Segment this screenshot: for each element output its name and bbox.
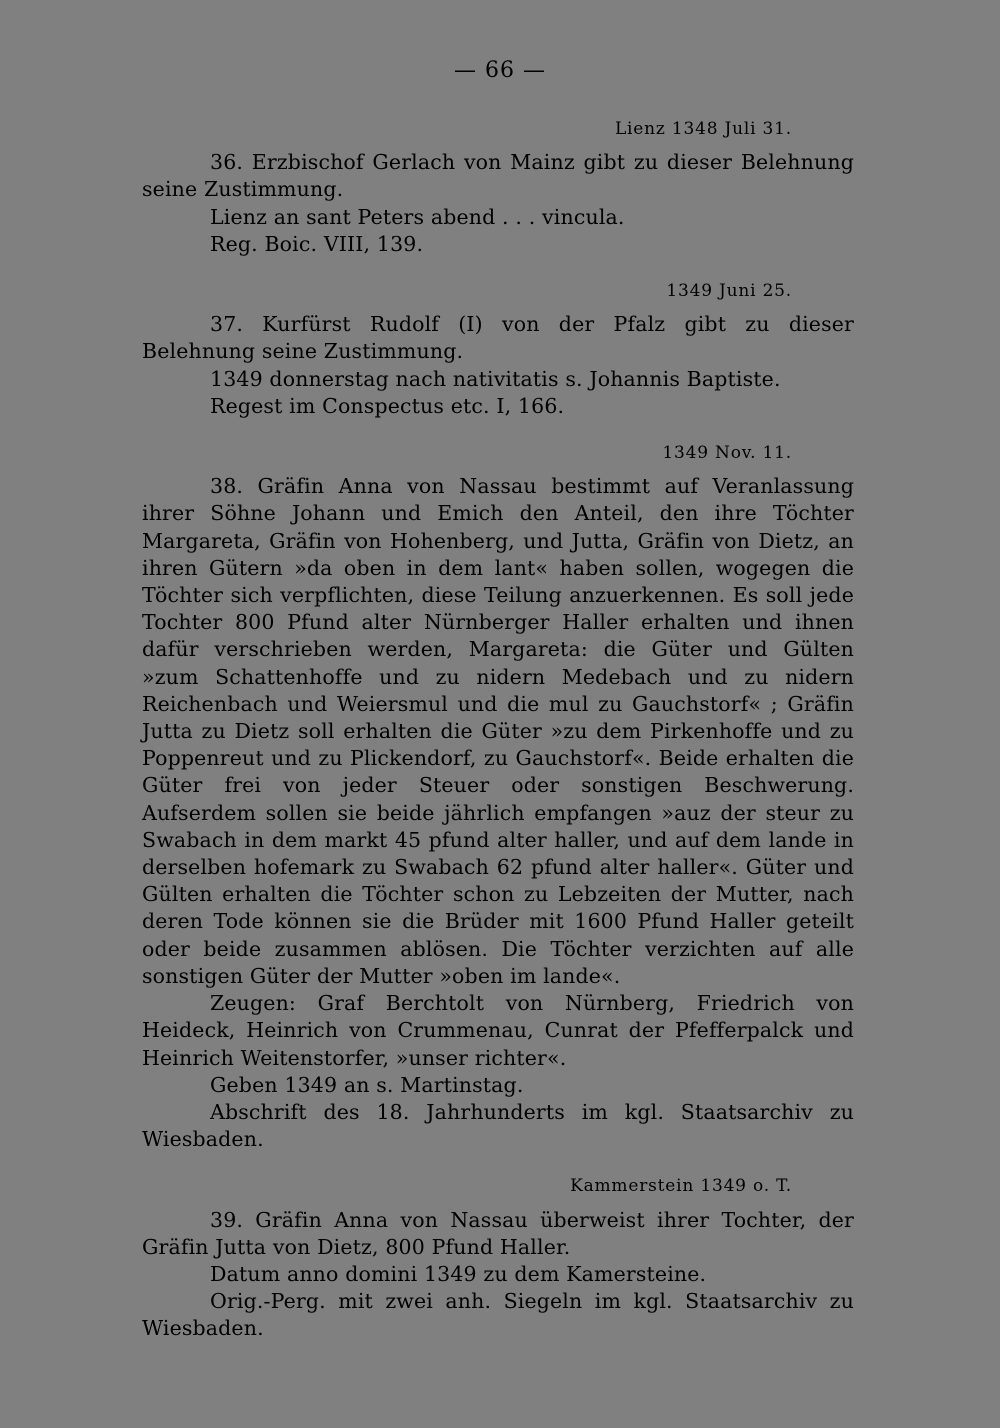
- entry-36-summary: 36. Erzbischof Gerlach von Mainz gibt zu dieser Belehnung seine Zustimmung.: [142, 150, 854, 202]
- page-body: [142, 116, 854, 1343]
- entry-37-source: Regest im Conspectus etc. I, 166.: [210, 393, 565, 418]
- page-number: — 66 —: [454, 58, 546, 83]
- entry-39-summary: 39. Gräfin Anna von Nassau überweist ihrer Tochter, der Gräfin Jutta von Dietz, 800 Pfund Haller.: [142, 1207, 854, 1259]
- dateline-36: Lienz 1348 Juli 31.: [614, 119, 792, 139]
- entry-39-source: Orig.-Perg. mit zwei anh. Siegeln im kgl. Staatsarchiv zu Wiesbaden.: [142, 1289, 854, 1341]
- entry-38-witnesses: Zeugen: Graf Berchtolt von Nürnberg, Friedrich von Heideck, Heinrich von Crummenau, Cunrat der Pfefferpalck und Heinrich Weitenstorfer, »unser richter«.: [142, 991, 854, 1070]
- entry-39-date-phrase: Datum anno domini 1349 zu dem Kamersteine.: [210, 1261, 707, 1286]
- entry-36-date-phrase: Lienz an sant Peters abend . . . vincula.: [210, 204, 625, 229]
- entry-38-summary: 38. Gräfin Anna von Nassau bestimmt auf Veranlassung ihrer Söhne Johann und Emich den Anteil, den ihre Töchter Margareta, Gräfin von Hohenberg, und Jutta, Gräfin von Dietz, an ihren Gütern »da oben in dem lant« haben sollen, wogegen die Töchter sich verpflichten, diese Teilung anzuerkennen. Es soll jede Tochter 800 Pfund alter Nürnberger Haller erhalten und ihnen dafür verschrieben werden, Margareta: die Güter und Gülten »zum Schattenhoffe und zu nidern Medebach und zu nidern Reichenbach und Weiersmul und die mul zu Gauchstorf« ; Gräfin Jutta zu Dietz soll erhalten die Güter »zu dem Pirkenhoffe und zu Poppenreut und zu Plickendorf, zu Gauchstorf«. Beide erhalten die Güter frei von jeder Steuer oder sonstigen Beschwerung. Aufserdem sollen sie beide jährlich empfangen »auz der steur zu Swabach in dem markt 45 pfund alter haller, und auf dem lande in derselben hofemark zu Swabach 62 pfund alter haller«. Güter und Gülten erhalten die Töchter schon zu Lebzeiten der Mutter, nach deren Tode können sie die Brüder mit 1600 Pfund Haller geteilt oder beide zusammen ablösen. Die Töchter verzichten auf alle sonstigen Güter der Mutter »oben im lande«.: [142, 474, 854, 988]
- entry-38-date-phrase: Geben 1349 an s. Martinstag.: [210, 1072, 524, 1097]
- entry-38-source: Abschrift des 18. Jahrhunderts im kgl. Staatsarchiv zu Wiesbaden.: [142, 1099, 854, 1152]
- dateline-37: 1349 Juni 25.: [666, 281, 792, 302]
- entry-36-source: Reg. Boic. VIII, 139.: [210, 231, 424, 256]
- entry-37-summary: 37. Kurfürst Rudolf (I) von der Pfalz gibt zu dieser Belehnung seine Zustimmung.: [142, 312, 854, 364]
- dateline-39: Kammerstein 1349 o. T.: [570, 1176, 792, 1197]
- dateline-38: 1349 Nov. 11.: [662, 443, 792, 464]
- entry-37-date-phrase: 1349 donnerstag nach nativitatis s. Johannis Baptiste.: [210, 366, 781, 391]
